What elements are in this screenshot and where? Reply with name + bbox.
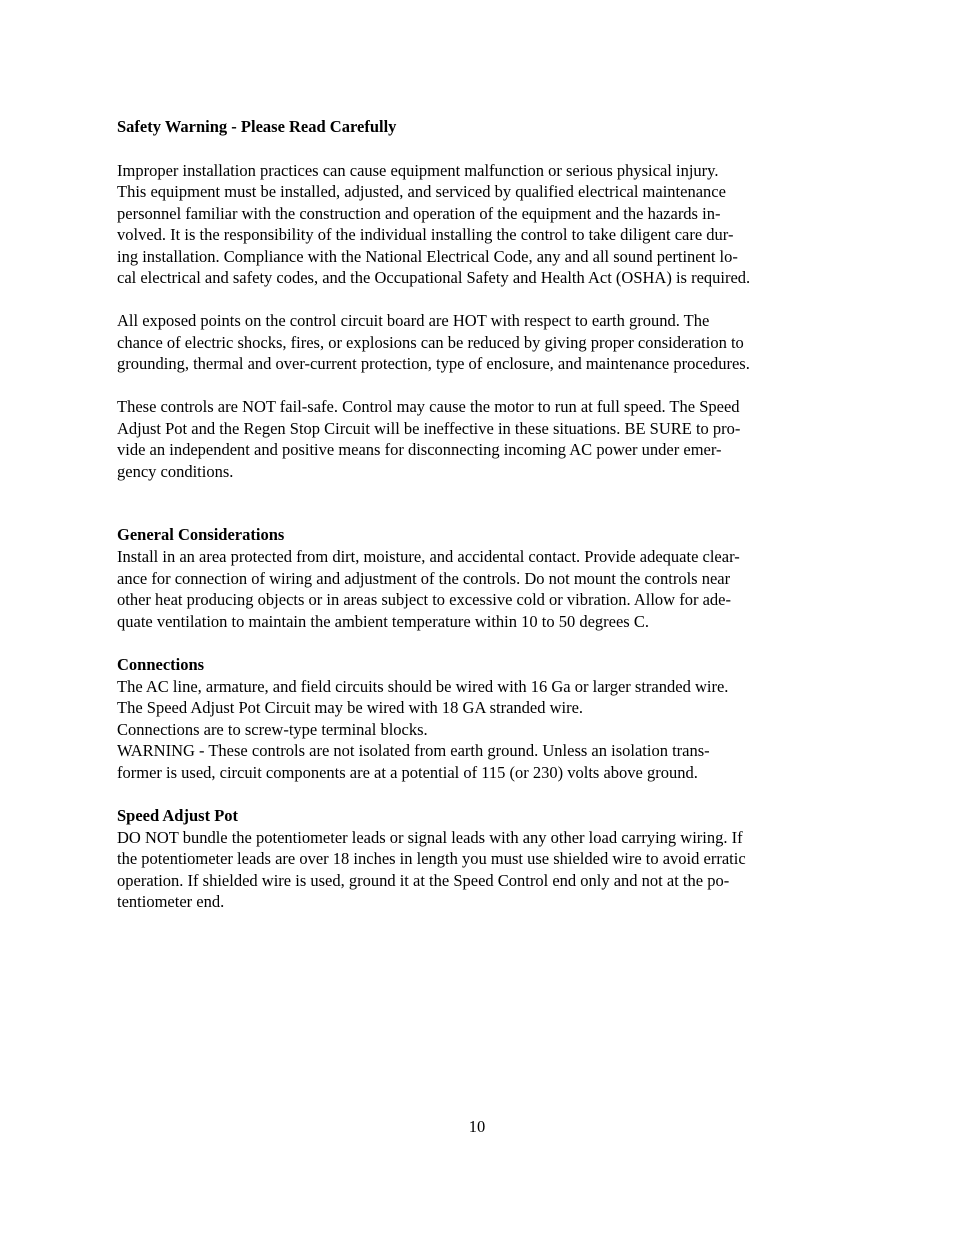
text-line: Install in an area protected from dirt, moisture, and accidental contact. Provide adequate clear- [117, 547, 740, 566]
text-line: volved. It is the responsibility of the individual installing the control to take diligent care dur- [117, 225, 734, 244]
text-line: The AC line, armature, and field circuits should be wired with 16 Ga or larger stranded wire. [117, 676, 729, 696]
text-line: This equipment must be installed, adjusted, and serviced by qualified electrical maintenance [117, 182, 726, 201]
safety-paragraph-3 [117, 396, 842, 482]
text-line: ance for connection of wiring and adjustment of the controls. Do not mount the controls near [117, 568, 731, 588]
text-line: grounding, thermal and over-current protection, type of enclosure, and maintenance procedures. [117, 354, 750, 373]
text-line: personnel familiar with the construction and operation of the equipment and the hazards in- [117, 203, 721, 223]
text-line: cal electrical and safety codes, and the Occupational Safety and Health Act (OSHA) is required. [117, 268, 751, 287]
connections-heading: Connections [117, 654, 205, 674]
text-line: All exposed points on the control circuit board are HOT with respect to earth ground. The [117, 311, 710, 330]
speed-adjust-pot-heading: Speed Adjust Pot [117, 805, 239, 825]
safety-paragraph-2 [117, 310, 842, 375]
text-line: the potentiometer leads are over 18 inches in length you must use shielded wire to avoid erratic [117, 849, 746, 868]
text-line: Adjust Pot and the Regen Stop Circuit will be ineffective in these situations. BE SURE to pro- [117, 418, 741, 438]
text-line: The Speed Adjust Pot Circuit may be wired with 18 GA stranded wire. [117, 698, 584, 717]
safety-paragraph-1 [117, 160, 842, 289]
text-line: ing installation. Compliance with the National Electrical Code, any and all sound pertinent lo- [117, 246, 738, 266]
text-line: gency conditions. [117, 461, 234, 481]
page-number: 10 [468, 1117, 486, 1136]
general-considerations-paragraph [117, 546, 842, 632]
text-line: vide an independent and positive means for disconnecting incoming AC power under emer- [117, 440, 722, 459]
speed-adjust-pot-paragraph [117, 827, 842, 913]
text-line: quate ventilation to maintain the ambient temperature within 10 to 50 degrees C. [117, 611, 649, 631]
safety-warning-heading: Safety Warning - Please Read Carefully [117, 117, 397, 136]
page-content [117, 116, 842, 913]
text-line: Improper installation practices can cause equipment malfunction or serious physical injury. [117, 160, 719, 180]
text-line: tentiometer end. [117, 892, 225, 911]
text-line: chance of electric shocks, fires, or explosions can be reduced by giving proper consideration to [117, 332, 744, 352]
text-line: DO NOT bundle the potentiometer leads or signal leads with any other load carrying wiring. If [117, 827, 743, 847]
text-line: WARNING - These controls are not isolated from earth ground. Unless an isolation trans- [117, 741, 710, 760]
text-line: former is used, circuit components are at a potential of 115 (or 230) volts above ground. [117, 762, 698, 782]
connections-paragraph [117, 676, 842, 784]
text-line: other heat producing objects or in areas subject to excessive cold or vibration. Allow for ade- [117, 590, 731, 609]
general-considerations-heading: General Considerations [117, 525, 285, 544]
text-line: Connections are to screw-type terminal blocks. [117, 719, 428, 739]
text-line: operation. If shielded wire is used, ground it at the Speed Control end only and not at the po- [117, 870, 730, 890]
text-line: These controls are NOT fail-safe. Control may cause the motor to run at full speed. The Speed [117, 397, 740, 416]
